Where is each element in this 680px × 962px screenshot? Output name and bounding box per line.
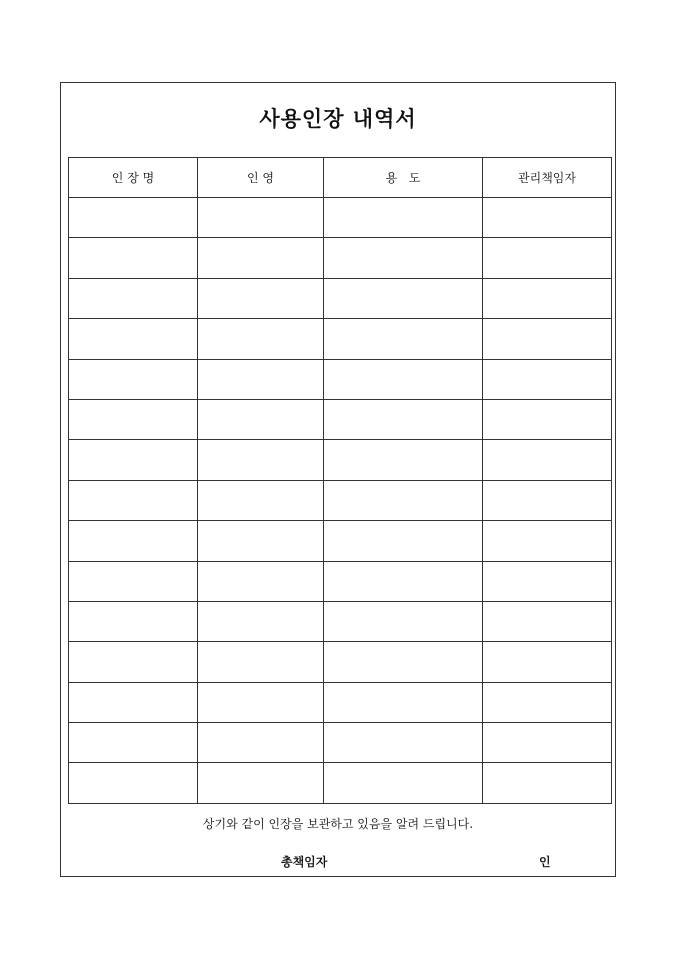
cell-manager[interactable] (483, 723, 612, 763)
cell-seal-name[interactable] (69, 682, 198, 722)
document-title: 사용인장 내역서 (259, 106, 417, 131)
column-header-seal-impression: 인 영 (198, 158, 324, 198)
cell-usage[interactable] (324, 238, 483, 278)
cell-manager[interactable] (483, 763, 612, 803)
cell-seal-name[interactable] (69, 480, 198, 520)
table-row (69, 480, 612, 520)
cell-manager[interactable] (483, 359, 612, 399)
cell-usage[interactable] (324, 480, 483, 520)
table-row (69, 238, 612, 278)
table-row (69, 198, 612, 238)
cell-seal-name[interactable] (69, 763, 198, 803)
cell-seal-name[interactable] (69, 521, 198, 561)
table-row (69, 359, 612, 399)
table-row (69, 682, 612, 722)
table-row (69, 440, 612, 480)
cell-seal-impression[interactable] (198, 319, 324, 359)
cell-usage[interactable] (324, 440, 483, 480)
cell-manager[interactable] (483, 521, 612, 561)
table-row (69, 278, 612, 318)
cell-seal-impression[interactable] (198, 521, 324, 561)
cell-usage[interactable] (324, 682, 483, 722)
cell-seal-name[interactable] (69, 601, 198, 641)
cell-seal-name[interactable] (69, 440, 198, 480)
cell-seal-name[interactable] (69, 238, 198, 278)
cell-seal-impression[interactable] (198, 399, 324, 439)
table-row (69, 561, 612, 601)
cell-seal-name[interactable] (69, 723, 198, 763)
cell-seal-impression[interactable] (198, 278, 324, 318)
cell-seal-impression[interactable] (198, 682, 324, 722)
cell-seal-name[interactable] (69, 399, 198, 439)
cell-manager[interactable] (483, 399, 612, 439)
seal-ledger-table (68, 157, 612, 804)
cell-manager[interactable] (483, 480, 612, 520)
seal-mark: 인 (539, 855, 551, 869)
column-header-manager: 관리책임자 (483, 158, 612, 198)
cell-seal-name[interactable] (69, 319, 198, 359)
cell-seal-impression[interactable] (198, 561, 324, 601)
cell-seal-name[interactable] (69, 642, 198, 682)
cell-usage[interactable] (324, 723, 483, 763)
cell-manager[interactable] (483, 561, 612, 601)
cell-seal-impression[interactable] (198, 198, 324, 238)
cell-usage[interactable] (324, 601, 483, 641)
table-header-row (69, 158, 612, 198)
table-row (69, 642, 612, 682)
cell-seal-name[interactable] (69, 278, 198, 318)
cell-manager[interactable] (483, 601, 612, 641)
document-frame (60, 82, 616, 877)
cell-manager[interactable] (483, 319, 612, 359)
table-row (69, 601, 612, 641)
cell-seal-impression[interactable] (198, 238, 324, 278)
cell-manager[interactable] (483, 440, 612, 480)
cell-usage[interactable] (324, 399, 483, 439)
cell-seal-impression[interactable] (198, 440, 324, 480)
cell-usage[interactable] (324, 198, 483, 238)
cell-usage[interactable] (324, 278, 483, 318)
cell-seal-impression[interactable] (198, 723, 324, 763)
cell-usage[interactable] (324, 561, 483, 601)
cell-manager[interactable] (483, 198, 612, 238)
cell-seal-impression[interactable] (198, 359, 324, 399)
cell-seal-name[interactable] (69, 198, 198, 238)
cell-seal-impression[interactable] (198, 763, 324, 803)
table-row (69, 763, 612, 803)
cell-manager[interactable] (483, 238, 612, 278)
confirmation-note: 상기와 같이 인장을 보관하고 있음을 알려 드립니다. (202, 817, 474, 831)
cell-seal-impression[interactable] (198, 480, 324, 520)
column-header-usage: 용 도 (324, 158, 483, 198)
cell-seal-name[interactable] (69, 359, 198, 399)
table-row (69, 399, 612, 439)
cell-usage[interactable] (324, 642, 483, 682)
cell-usage[interactable] (324, 521, 483, 561)
table-row (69, 521, 612, 561)
column-header-seal-name: 인 장 명 (69, 158, 198, 198)
cell-seal-name[interactable] (69, 561, 198, 601)
table-body (69, 198, 612, 804)
signature-label: 총책임자 (281, 855, 328, 869)
cell-manager[interactable] (483, 642, 612, 682)
cell-manager[interactable] (483, 682, 612, 722)
cell-seal-impression[interactable] (198, 601, 324, 641)
cell-manager[interactable] (483, 278, 612, 318)
cell-usage[interactable] (324, 359, 483, 399)
table-row (69, 319, 612, 359)
cell-seal-impression[interactable] (198, 642, 324, 682)
cell-usage[interactable] (324, 319, 483, 359)
table-row (69, 723, 612, 763)
cell-usage[interactable] (324, 763, 483, 803)
